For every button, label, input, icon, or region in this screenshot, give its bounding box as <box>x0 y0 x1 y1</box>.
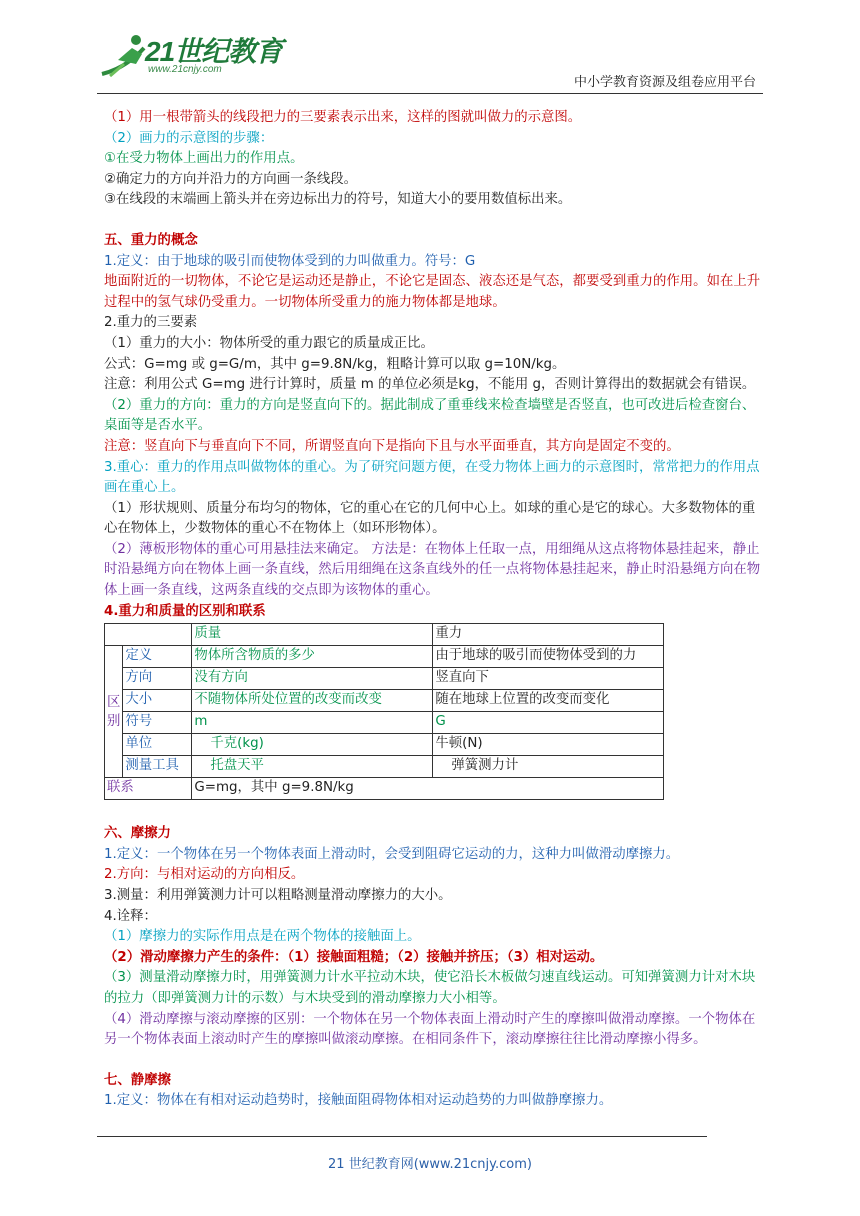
table-cell: 联系 <box>105 778 192 800</box>
table-row <box>105 690 664 712</box>
table-cell: 符号 <box>123 712 192 734</box>
paragraph: （1）摩擦力的实际作用点是在两个物体的接触面上。 <box>104 929 421 945</box>
paragraph: （2）薄板形物体的重心可用悬挂法来确定。 方法是：在物体上任取一点，用细绳从这点将物体悬挂起来，静止时沿悬绳方向在物体上画一条直线，然后用细绳在这条直线外的任一点将物体悬挂起来，静止时沿悬绳方向在物体上画一条直线，这两条直线的交点即为该物体的重心。 <box>104 541 761 599</box>
paragraph: 4.诠释： <box>104 908 157 924</box>
footer-link[interactable]: 21 世纪教育网(www.21cnjy.com) <box>328 1157 532 1172</box>
table-cell: 没有方向 <box>192 668 433 690</box>
table-cell: 由于地球的吸引而使物体受到的力 <box>433 646 664 668</box>
section-heading: 七、静摩擦 <box>104 1072 171 1088</box>
table-row <box>105 734 664 756</box>
table-cell: 方向 <box>123 668 192 690</box>
section-heading: 六、摩擦力 <box>104 826 171 842</box>
table-cell: 千克(kg) <box>192 734 433 756</box>
paragraph: 注意：利用公式 G=mg 进行计算时，质量 m 的单位必须是kg，不能用 g，否则计算得出的数据就会有错误。 <box>104 377 756 393</box>
paragraph: （1）用一根带箭头的线段把力的三要素表示出来，这样的图就叫做力的示意图。 <box>104 110 582 125</box>
table-cell: 竖直向下 <box>433 668 664 690</box>
table-cell: 牛顿(N) <box>433 734 664 756</box>
header-divider <box>97 93 763 94</box>
platform-name: 中小学教育资源及组卷应用平台 <box>573 75 756 90</box>
footer-divider <box>97 1136 707 1137</box>
subsection-heading: 4.重力和质量的区别和联系 <box>104 603 266 619</box>
paragraph: 1.定义：由于地球的吸引而使物体受到的力叫做重力。符号：G <box>104 253 476 269</box>
paragraph: （4）滑动摩擦与滚动摩擦的区别：一个物体在另一个物体表面上滑动时产生的摩擦叫做滑动摩擦。一个物体在另一个物体表面上滚动时产生的摩擦叫做滚动摩擦。在相同条件下，滚动摩擦往往比滑动摩擦小得多。 <box>104 1011 756 1048</box>
paragraph: 注意：竖直向下与垂直向下不同，所谓竖直向下是指向下且与水平面垂直，其方向是固定不变的。 <box>104 438 680 454</box>
table-cell: G=mg，其中 g=9.8N/kg <box>192 778 664 800</box>
mass-gravity-table <box>104 623 664 800</box>
paragraph: 3.测量：利用弹簧测力计可以粗略测量滑动摩擦力的大小。 <box>104 888 452 904</box>
logo-text: 21世纪教育 <box>145 36 283 67</box>
table-header: 重力 <box>433 624 664 646</box>
logo-url: www.21cnjy.com <box>148 64 222 75</box>
paragraph: 2.方向：与相对运动的方向相反。 <box>104 867 305 883</box>
table-cell: 测量工具 <box>123 756 192 778</box>
table-row <box>105 624 664 646</box>
table-cell: 不随物体所处位置的改变而改变 <box>192 690 433 712</box>
table-row <box>105 668 664 690</box>
paragraph: ③在线段的末端画上箭头并在旁边标出力的符号，知道大小的要用数值标出来。 <box>104 192 572 208</box>
paragraph: （1）重力的大小：物体所受的重力跟它的质量成正比。 <box>104 335 434 351</box>
paragraph: 公式：G=mg 或 g=G/m，其中 g=9.8N/kg，粗略计算可以取 g=10N/kg。 <box>104 356 566 372</box>
section-heading: 五、重力的概念 <box>104 232 198 248</box>
table-cell: 物体所含物质的多少 <box>192 646 433 668</box>
table-cell: 单位 <box>123 734 192 756</box>
table-row-label: 区别 <box>105 646 123 778</box>
table-cell: 大小 <box>123 690 192 712</box>
paragraph: （1）形状规则、质量分布均匀的物体，它的重心在它的几何中心上。如球的重心是它的球心。大多数物体的重心在物体上，少数物体的重心不在物体上（如环形物体）。 <box>104 500 756 537</box>
table-cell: 弹簧测力计 <box>433 756 664 778</box>
paragraph: （3）测量滑动摩擦力时，用弹簧测力计水平拉动木块，使它沿长木板做匀速直线运动。可知弹簧测力计对木块的拉力（即弹簧测力计的示数）与木块受到的滑动摩擦力大小相等。 <box>104 970 756 1006</box>
table-row <box>105 778 664 800</box>
table-cell: m <box>192 712 433 734</box>
paragraph: 1.定义：一个物体在另一个物体表面上滑动时，会受到阻碍它运动的力，这种力叫做滑动摩擦力。 <box>104 846 680 862</box>
paragraph: （2）画力的示意图的步骤： <box>104 130 274 146</box>
paragraph: 2.重力的三要素 <box>104 315 198 331</box>
paragraph: ②确定力的方向并沿力的方向画一条线段。 <box>104 171 358 187</box>
table-row <box>105 756 664 778</box>
table-cell: G <box>433 712 664 734</box>
table-cell: 随在地球上位置的改变而变化 <box>433 690 664 712</box>
paragraph: 1.定义：物体在有相对运动趋势时，接触面阻碍物体相对运动趋势的力叫做静摩擦力。 <box>104 1093 613 1109</box>
paragraph: 3.重心：重力的作用点叫做物体的重心。为了研究问题方便，在受力物体上画力的示意图时，常常把力的作用点画在重心上。 <box>104 459 760 496</box>
table-cell: 定义 <box>123 646 192 668</box>
paragraph: ①在受力物体上画出力的作用点。 <box>104 151 304 167</box>
table-header: 质量 <box>192 624 433 646</box>
paragraph: （2）滑动摩擦力产生的条件：（1）接触面粗糙；（2）接触并挤压；（3）相对运动。 <box>104 949 604 965</box>
table-row <box>105 646 664 668</box>
document-body <box>104 108 764 1112</box>
table-cell: 托盘天平 <box>192 756 433 778</box>
paragraph: （2）重力的方向：重力的方向是竖直向下的。据此制成了重垂线来检查墙壁是否竖直，也可改进后检查窗台、桌面等是否水平。 <box>104 397 756 434</box>
table-row <box>105 712 664 734</box>
paragraph: 地面附近的一切物体，不论它是运动还是静止，不论它是固态、液态还是气态，都要受到重力的作用。如在上升过程中的氢气球仍受重力。一切物体所受重力的施力物体都是地球。 <box>104 274 761 310</box>
